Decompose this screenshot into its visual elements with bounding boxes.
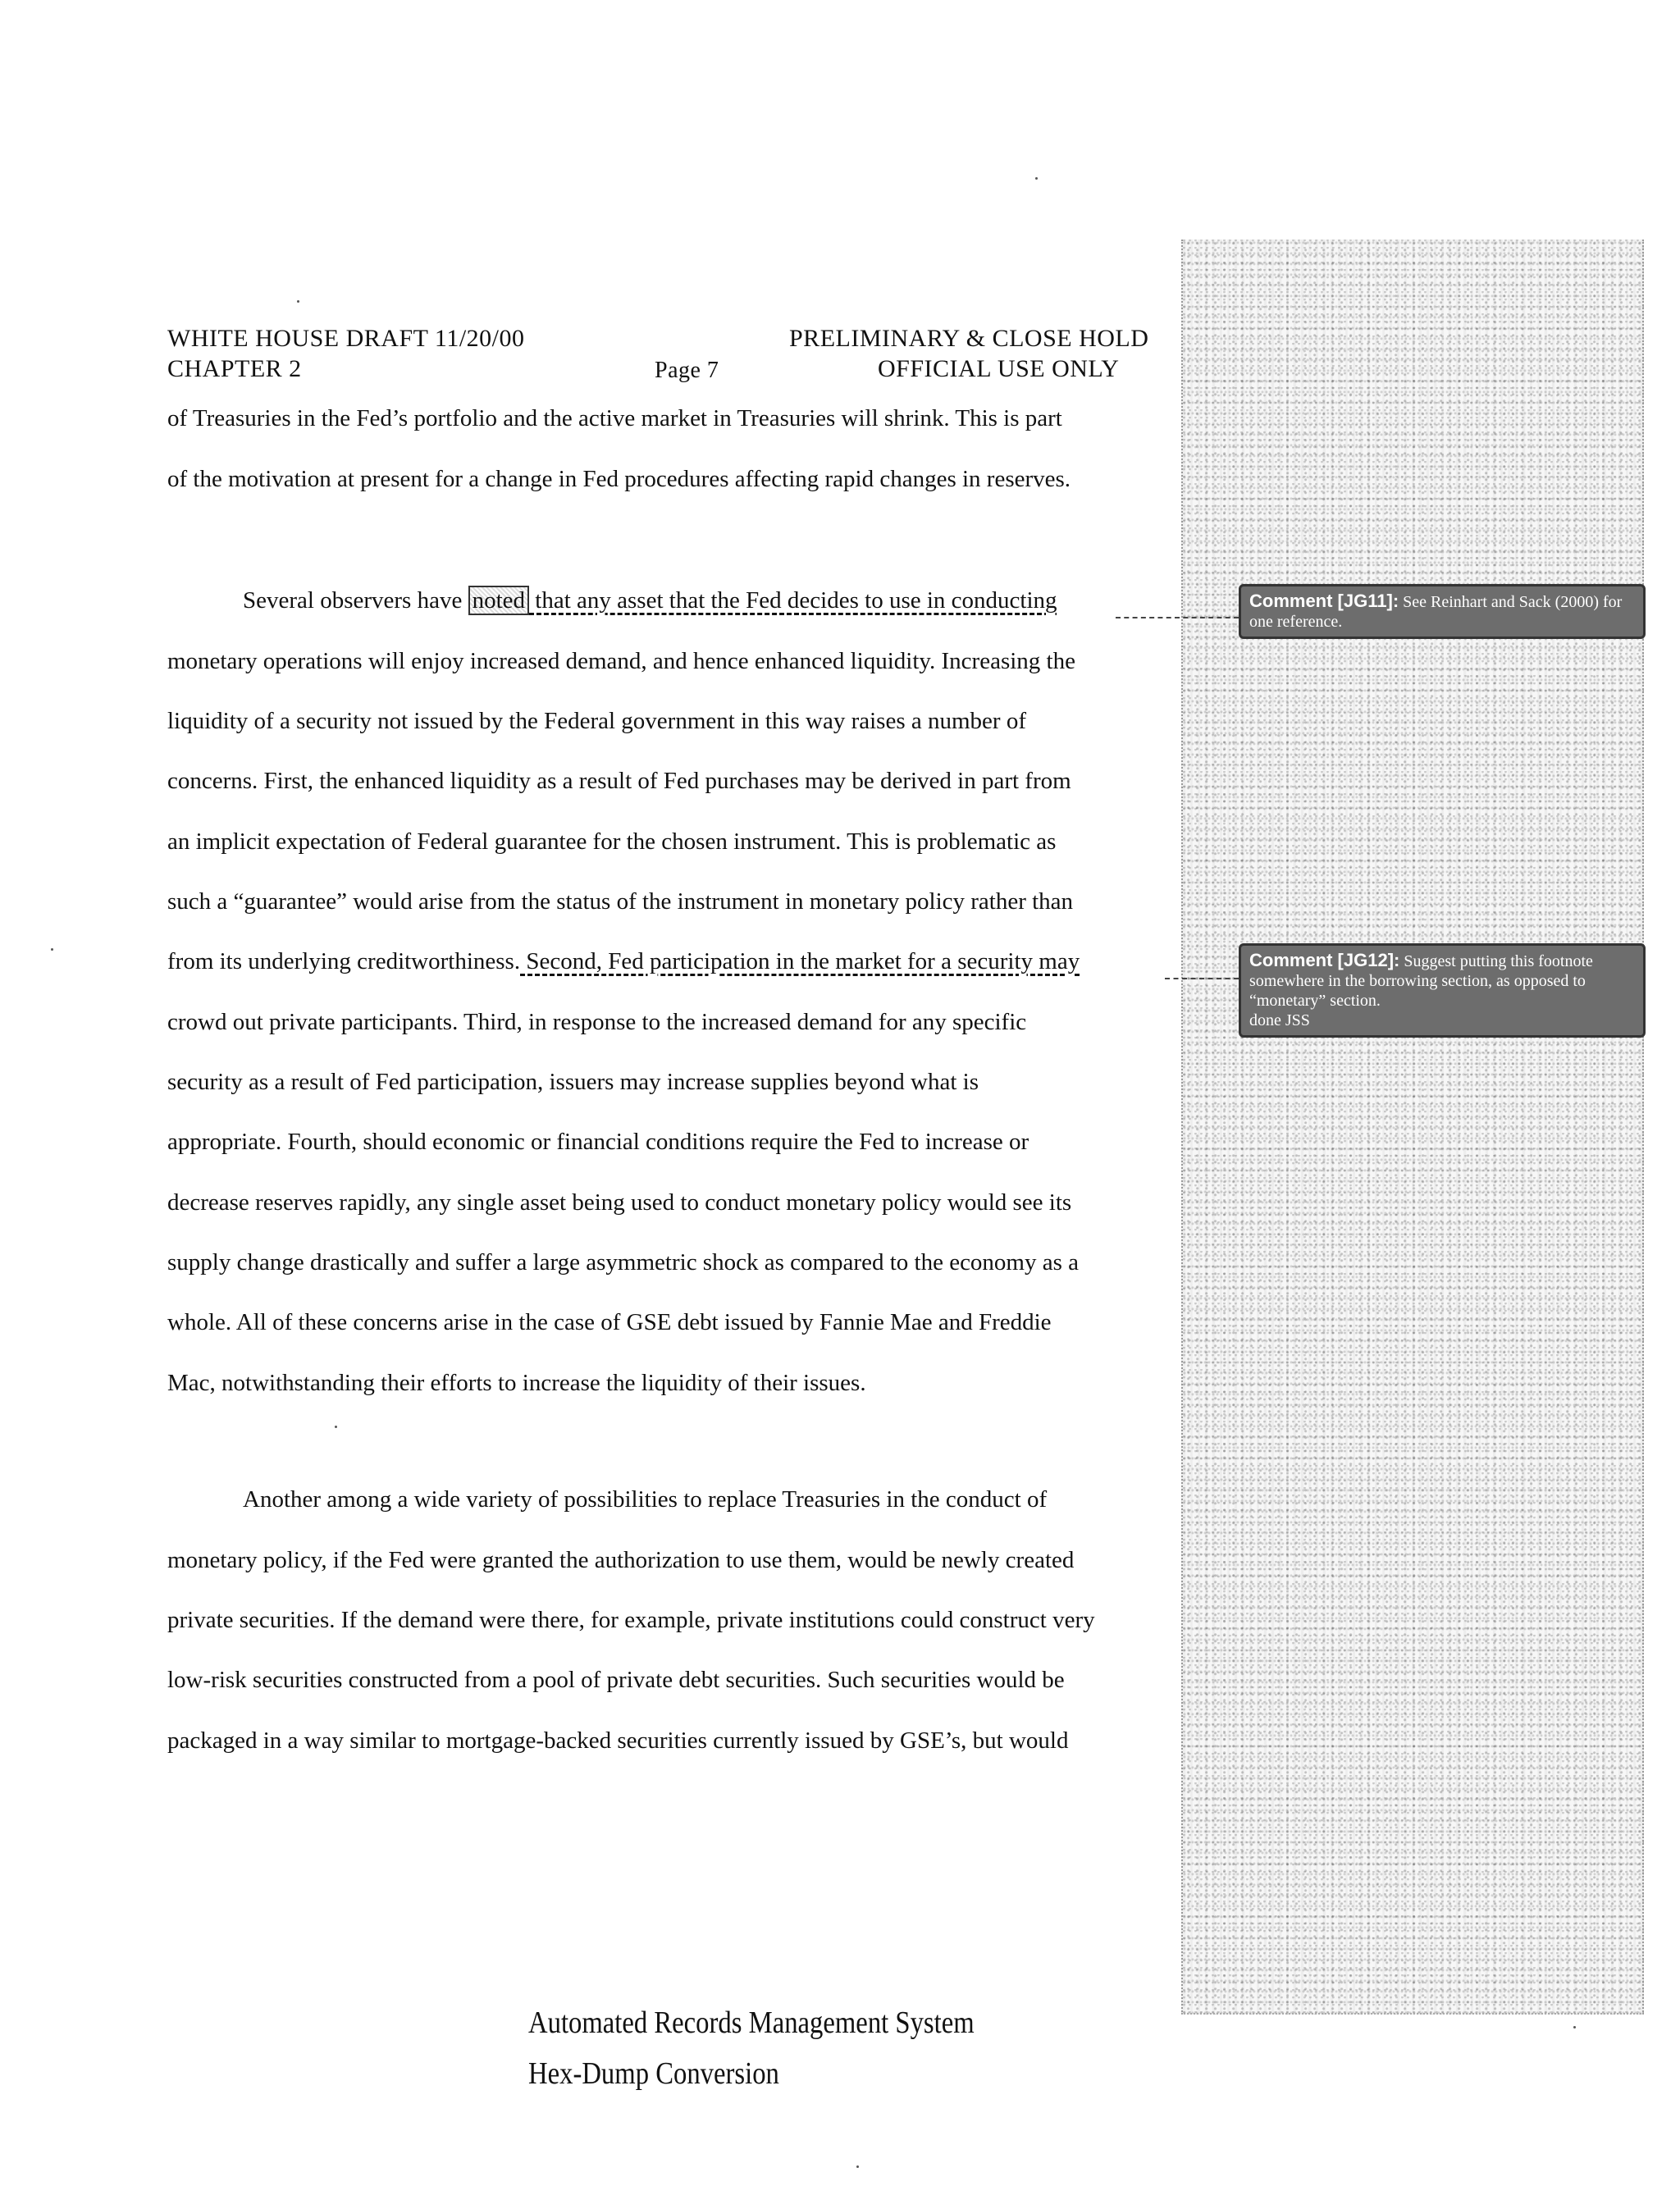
header-page-number: Page 7: [655, 358, 719, 383]
comment-balloon-jg12[interactable]: [1239, 943, 1646, 1038]
footer-hex-dump: Hex-Dump Conversion: [528, 2056, 779, 2091]
body-line: crowd out private participants. Third, in response to the increased demand for any specific: [167, 1009, 1027, 1035]
body-line: private securities. If the demand were there, for example, private institutions could construct very: [167, 1607, 1095, 1633]
comment-tag: Comment [JG11]:: [1249, 591, 1399, 611]
body-line: Another among a wide variety of possibilities to replace Treasuries in the conduct of: [243, 1486, 1048, 1513]
commented-text: that any asset that the Fed decides to use in conducting: [529, 587, 1057, 614]
body-line: low-risk securities constructed from a pool of private debt securities. Such securities would be: [167, 1667, 1065, 1693]
scan-speck: [856, 2165, 859, 2168]
body-line: security as a result of Fed participation, issuers may increase supplies beyond what is: [167, 1069, 979, 1095]
scan-speck: [1035, 177, 1038, 180]
body-line: Mac, notwithstanding their efforts to increase the liquidity of their issues.: [167, 1370, 866, 1396]
body-line: such a “guarantee” would arise from the status of the instrument in monetary policy rather than: [167, 888, 1074, 915]
body-line: liquidity of a security not issued by the Federal government in this way raises a number of: [167, 708, 1026, 734]
body-line: packaged in a way similar to mortgage-backed securities currently issued by GSE’s, but would: [167, 1727, 1069, 1754]
scan-speck: [51, 948, 53, 951]
body-line: concerns. First, the enhanced liquidity as a result of Fed purchases may be derived in part from: [167, 768, 1071, 794]
header-official-use: OFFICIAL USE ONLY: [878, 355, 1120, 382]
body-line: whole. All of these concerns arise in the case of GSE debt issued by Fannie Mae and Freddie: [167, 1309, 1052, 1335]
header-chapter: CHAPTER 2: [167, 355, 302, 382]
body-line: monetary operations will enjoy increased demand, and hence enhanced liquidity. Increasing the: [167, 648, 1075, 674]
comment-tag: Comment [JG12]:: [1249, 950, 1400, 970]
text-fragment: Several observers have: [243, 587, 468, 614]
scan-speck: [1573, 2026, 1576, 2028]
body-line: of the motivation at present for a change in Fed procedures affecting rapid changes in reserves.: [167, 466, 1071, 492]
body-line: monetary policy, if the Fed were granted the authorization to use them, would be newly created: [167, 1547, 1075, 1573]
body-line-with-comment-anchor: [243, 586, 1057, 615]
text-fragment: from its underlying creditworthiness.: [167, 948, 521, 974]
comment-text: Suggest putting this footnote somewhere in the borrowing section, as opposed to “monetary” section.: [1249, 952, 1593, 1010]
comment-text: See Reinhart and Sack (2000) for one reference.: [1249, 593, 1623, 631]
comment-margin-panel: [1181, 240, 1644, 2015]
comment-connector: [1116, 617, 1239, 618]
footer-records-system: Automated Records Management System: [528, 2006, 975, 2040]
header-draft-label: WHITE HOUSE DRAFT 11/20/00: [167, 325, 525, 352]
body-line: decrease reserves rapidly, any single asset being used to conduct monetary policy would see its: [167, 1189, 1072, 1216]
comment-anchor-noted[interactable]: noted: [468, 586, 529, 615]
scan-speck: [335, 1426, 337, 1428]
body-line-with-comment-anchor: [167, 947, 1080, 976]
comment-connector: [1165, 978, 1239, 979]
header-classification: PRELIMINARY & CLOSE HOLD: [789, 325, 1149, 352]
body-line: of Treasuries in the Fed’s portfolio and the active market in Treasuries will shrink. This is part: [167, 405, 1062, 431]
body-line: supply change drastically and suffer a large asymmetric shock as compared to the economy as a: [167, 1249, 1080, 1275]
comment-balloon-jg11[interactable]: [1239, 584, 1646, 639]
commented-text: Second, Fed participation in the market for a security may: [520, 948, 1080, 974]
scan-speck: [297, 300, 299, 303]
comment-extra-text: done JSS: [1249, 1011, 1310, 1029]
body-line: appropriate. Fourth, should economic or financial conditions require the Fed to increase or: [167, 1129, 1029, 1155]
body-line: an implicit expectation of Federal guarantee for the chosen instrument. This is problematic as: [167, 828, 1057, 855]
